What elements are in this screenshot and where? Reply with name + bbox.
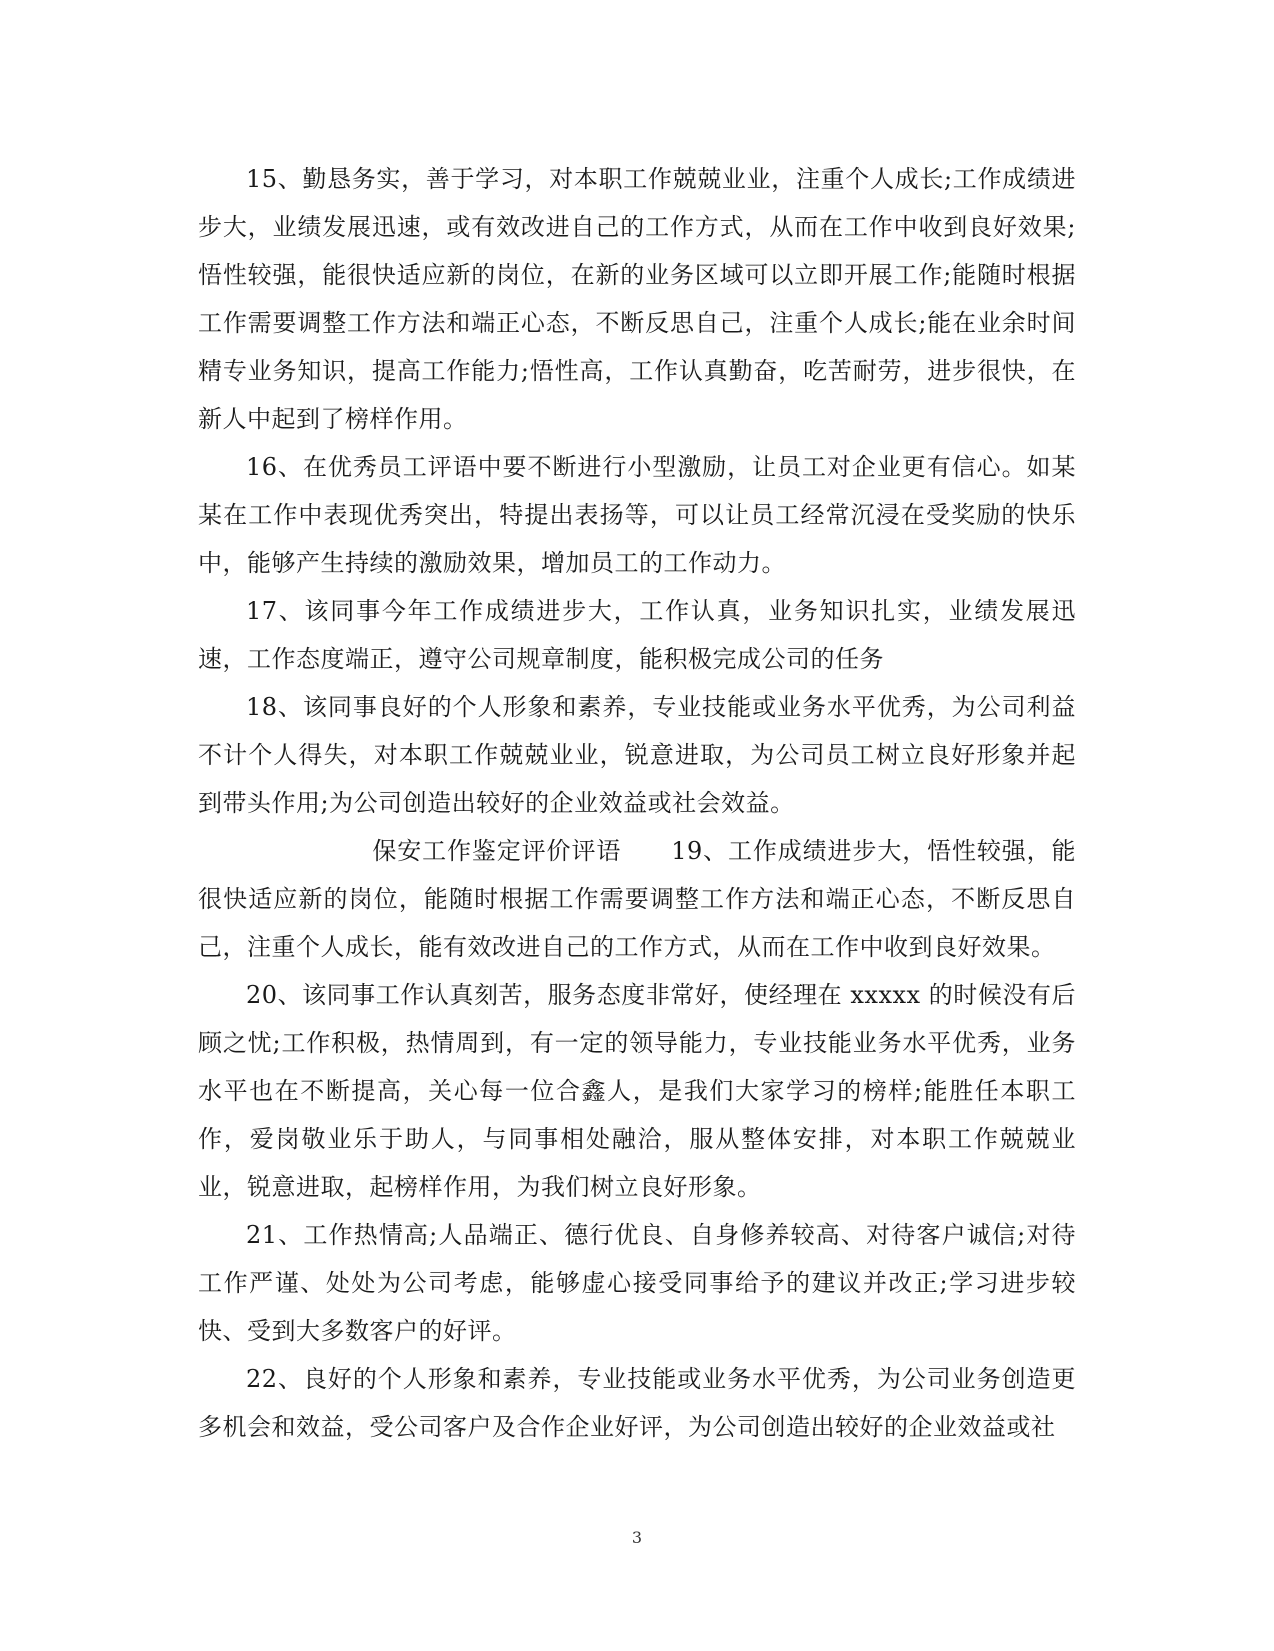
paragraph-17: 17、该同事今年工作成绩进步大，工作认真，业务知识扎实，业绩发展迅速，工作态度端正，遵守公司规章制度，能积极完成公司的任务 [198, 597, 1076, 673]
paragraph-19 [198, 827, 1076, 971]
paragraph-16: 16、在优秀员工评语中要不断进行小型激励，让员工对企业更有信心。如某某在工作中表现优秀突出，特提出表扬等，可以让员工经常沉浸在受奖励的快乐中，能够产生持续的激励效果，增加员工的工作动力。 [198, 453, 1076, 577]
paragraph-20: 20、该同事工作认真刻苦，服务态度非常好，使经理在 xxxxx 的时候没有后顾之忧;工作积极，热情周到，有一定的领导能力，专业技能业务水平优秀，业务水平也在不断提高，关心每一位合鑫人，是我们大家学习的榜样;能胜任本职工作，爱岗敬业乐于助人，与同事相处融洽，服从整体安排，对本职工作兢兢业业，锐意进取，起榜样作用，为我们树立良好形象。 [198, 981, 1076, 1201]
paragraph-22: 22、良好的个人形象和素养，专业技能或业务水平优秀，为公司业务创造更多机会和效益，受公司客户及合作企业好评，为公司创造出较好的企业效益或社 [198, 1365, 1076, 1441]
paragraph-19-text: 19、工作成绩进步大，悟性较强，能很快适应新的岗位，能随时根据工作需要调整工作方法和端正心态，不断反思自己，注重个人成长，能有效改进自己的工作方式，从而在工作中收到良好效果。 [198, 837, 1076, 961]
paragraph-21: 21、工作热情高;人品端正、德行优良、自身修养较高、对待客户诚信;对待工作严谨、处处为公司考虑，能够虚心接受同事给予的建议并改正;学习进步较快、受到大多数客户的好评。 [198, 1221, 1076, 1345]
section-heading: 保安工作鉴定评价评语 [372, 837, 622, 865]
paragraph-18: 18、该同事良好的个人形象和素养，专业技能或业务水平优秀，为公司利益不计个人得失，对本职工作兢兢业业，锐意进取，为公司员工树立良好形象并起到带头作用;为公司创造出较好的企业效益或社会效益。 [198, 693, 1076, 817]
paragraph-15: 15、勤恳务实，善于学习，对本职工作兢兢业业，注重个人成长;工作成绩进步大，业绩发展迅速，或有效改进自己的工作方式，从而在工作中收到良好效果;悟性较强，能很快适应新的岗位，在新的业务区域可以立即开展工作;能随时根据工作需要调整工作方法和端正心态，不断反思自己，注重个人成长;能在业余时间精专业务知识，提高工作能力;悟性高，工作认真勤奋，吃苦耐劳，进步很快，在新人中起到了榜样作用。 [198, 165, 1076, 433]
page-number: 3 [631, 1528, 643, 1547]
